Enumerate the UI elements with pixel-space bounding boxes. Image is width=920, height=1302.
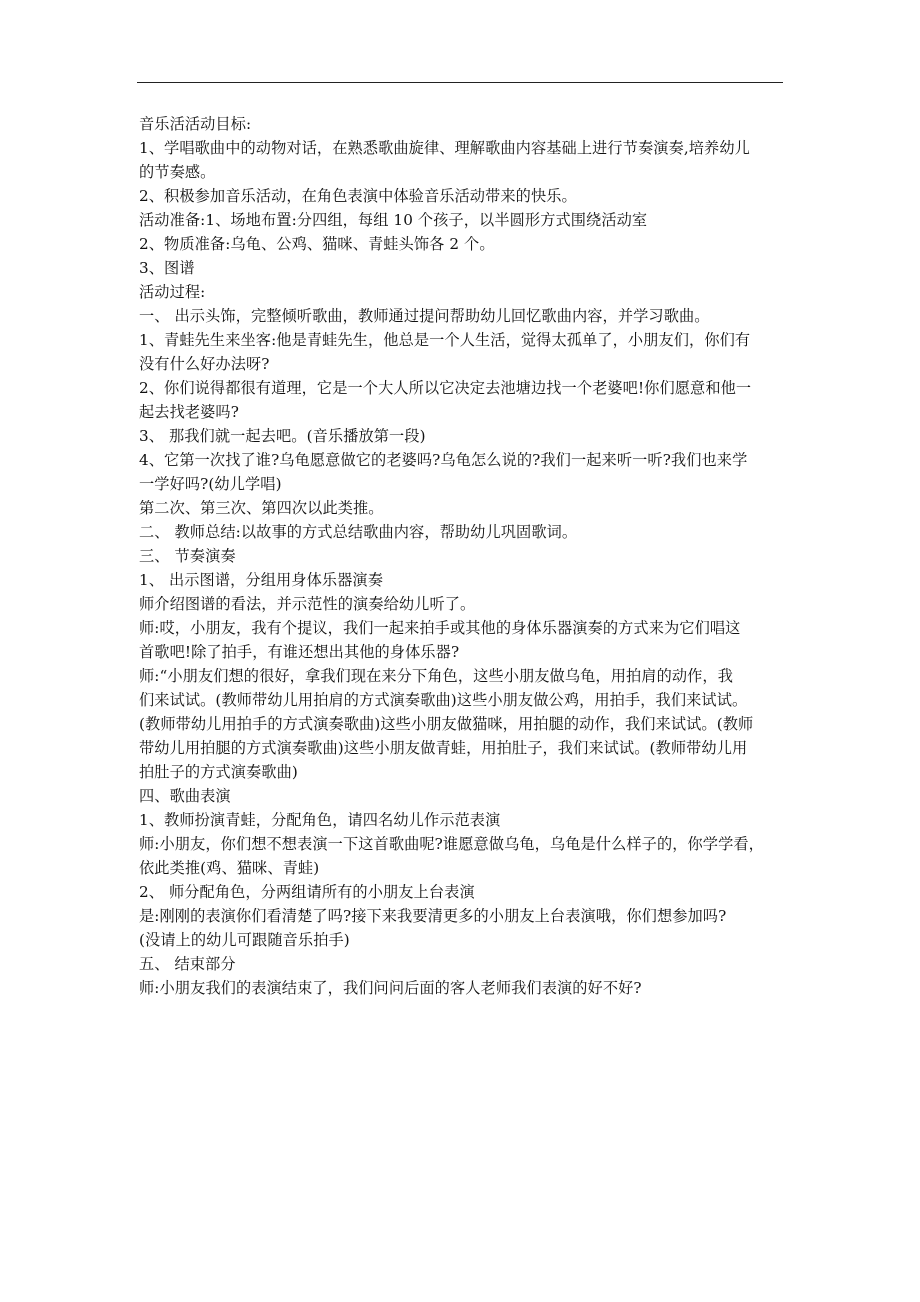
text-line: 四、歌曲表演 [139,787,231,805]
text-line: 1、 出示图谱，分组用身体乐器演奏 [139,571,384,589]
header-rule [137,82,783,83]
text-line: 依此类推(鸡、猫咪、青蛙) [139,859,320,877]
text-line: 2、 师分配角色，分两组请所有的小朋友上台表演 [139,883,475,901]
text-line: 二、 教师总结:以故事的方式总结歌曲内容，帮助幼儿巩固歌词。 [139,523,578,541]
text-line: (没请上的幼儿可跟随音乐拍手) [139,931,350,949]
text-line: 三、 节奏演奏 [139,547,236,565]
text-line: 师:哎，小朋友，我有个提议，我们一起来拍手或其他的身体乐器演奏的方式来为它们唱这 [139,619,741,637]
text-line: 们来试试。(教师带幼儿用拍肩的方式演奏歌曲)这些小朋友做公鸡，用拍手，我们来试试。 [139,691,748,709]
text-line: 活动准备:1、场地布置:分四组，每组 10 个孩子，以半圆形方式围绕活动室 [139,211,648,229]
text-line: 是:刚刚的表演你们看清楚了吗?接下来我要清更多的小朋友上台表演哦，你们想参加吗? [139,907,727,925]
text-line: 的节奏感。 [139,163,216,181]
text-line: 1、学唱歌曲中的动物对话，在熟悉歌曲旋律、理解歌曲内容基础上进行节奏演奏,培养幼儿 [139,139,750,157]
text-line: 五、 结束部分 [139,955,236,973]
text-line: 第二次、第三次、第四次以此类推。 [139,499,384,517]
text-line: 4、它第一次找了谁?乌龟愿意做它的老婆吗?乌龟怎么说的?我们一起来听一听?我们也来学 [139,451,748,469]
text-line: 3、 那我们就一起去吧。(音乐播放第一段) [139,427,426,445]
text-line: 首歌吧!除了拍手，有谁还想出其他的身体乐器? [139,643,460,661]
text-line: 师:小朋友，你们想不想表演一下这首歌曲呢?谁愿意做乌龟，乌龟是什么样子的，你学学看， [139,835,764,853]
text-line: 师:小朋友我们的表演结束了，我们问问后面的客人老师我们表演的好不好? [139,979,642,997]
text-line: 2、物质准备:乌龟、公鸡、猫咪、青蛙头饰各 2 个。 [139,235,495,253]
text-line: (教师带幼儿用拍手的方式演奏歌曲)这些小朋友做猫咪，用拍腿的动作，我们来试试。(教师 [139,715,754,733]
text-line: 一、 出示头饰，完整倾听歌曲，教师通过提问帮助幼儿回忆歌曲内容，并学习歌曲。 [139,307,710,325]
text-line: 师介绍图谱的看法，并示范性的演奏给幼儿听了。 [139,595,476,613]
text-line: 带幼儿用拍腿的方式演奏歌曲)这些小朋友做青蛙，用拍肚子，我们来试试。(教师带幼儿用 [139,739,748,757]
text-line: 2、你们说得都很有道理，它是一个大人所以它决定去池塘边找一个老婆吧!你们愿意和他一 [139,379,752,397]
text-line: 音乐活活动目标: [139,115,252,133]
text-line: 师:“小朋友们想的很好，拿我们现在来分下角色，这些小朋友做乌龟，用拍肩的动作，我 [139,667,734,685]
text-line: 1、教师扮演青蛙，分配角色，请四名幼儿作示范表演 [139,811,501,829]
text-line: 没有什么好办法呀? [139,355,270,373]
text-line: 3、图谱 [139,259,195,277]
text-line: 一学好吗?(幼儿学唱) [139,475,282,493]
text-line: 起去找老婆吗? [139,403,239,421]
text-line: 2、积极参加音乐活动，在角色表演中体验音乐活动带来的快乐。 [139,187,577,205]
text-line: 活动过程: [139,283,206,301]
text-line: 拍肚子的方式演奏歌曲) [139,763,298,781]
text-line: 1、青蛙先生来坐客:他是青蛙先生，他总是一个人生活，觉得太孤单了，小朋友们，你们有 [139,331,751,349]
document-body [139,112,789,1000]
